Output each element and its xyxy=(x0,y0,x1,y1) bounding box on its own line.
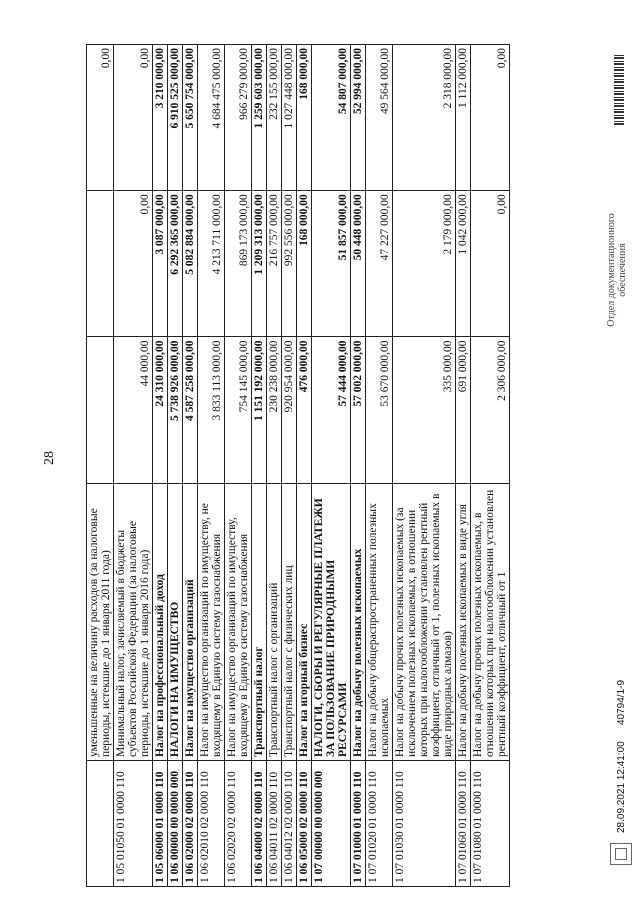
classification-code-cell: 1 06 02000 02 0000 110 xyxy=(183,760,198,886)
amount-year2-cell: 47 227 000,00 xyxy=(366,191,393,337)
revenue-name-cell: Транспортный налог с организаций xyxy=(267,483,282,760)
amount-year2-cell: 869 173 000,00 xyxy=(225,191,252,337)
amount-year1-cell: 3 833 113 000,00 xyxy=(198,337,225,483)
amount-year3-cell: 1 112 000,00 xyxy=(456,45,471,191)
revenue-name-cell: Налог на имущество организаций по имуществу, входящему в Единую систему газоснабжения xyxy=(225,483,252,760)
table-row xyxy=(366,45,393,887)
table-row xyxy=(456,45,471,887)
amount-year3-cell: 2 318 000,00 xyxy=(393,45,456,191)
revenue-name-cell: уменьшенные на величину расходов (за налоговые периоды, истекшие до 1 января 2011 года) xyxy=(87,483,114,760)
revenue-name-cell: Налог на добычу общераспространенных полезных ископаемых xyxy=(366,483,393,760)
amount-year2-cell: 6 292 365 000,00 xyxy=(168,191,183,337)
page-number: 28 xyxy=(42,451,57,465)
table-row xyxy=(351,45,366,887)
revenue-name-cell: Налог на имущество организаций xyxy=(183,483,198,760)
amount-year3-cell: 3 210 000,00 xyxy=(153,45,168,191)
amount-year1-cell: 4 587 258 000,00 xyxy=(183,337,198,483)
table-body xyxy=(87,45,510,887)
budget-revenue-table xyxy=(86,44,510,887)
classification-code-cell: 1 07 01030 01 0000 110 xyxy=(393,760,456,886)
revenue-name-cell: Налог на добычу прочих полезных ископаемых (за исключением полезных ископаемых, в отношении которых при налогообложении установлен рентный коэффициент, отличный от 1, полезных ископаемых в виде природных алмазов) xyxy=(393,483,456,760)
amount-year2-cell: 216 757 000,00 xyxy=(267,191,282,337)
amount-year1-cell: 57 444 000,00 xyxy=(312,337,351,483)
table-row xyxy=(297,45,312,887)
classification-code-cell: 1 05 06000 01 0000 110 xyxy=(153,760,168,886)
amount-year1-cell: 44 000,00 xyxy=(114,337,153,483)
classification-code-cell: 1 06 05000 02 0000 110 xyxy=(297,760,312,886)
amount-year1-cell: 5 738 926 000,00 xyxy=(168,337,183,483)
barcode-icon xyxy=(614,55,624,125)
table-row xyxy=(225,45,252,887)
revenue-name-cell: Налог на добычу полезных ископаемых в виде угля xyxy=(456,483,471,760)
qr-code-icon xyxy=(610,843,632,865)
classification-code-cell: 1 06 04000 02 0000 110 xyxy=(252,760,267,886)
amount-year2-cell: 1 209 313 000,00 xyxy=(252,191,267,337)
amount-year1-cell: 691 000,00 xyxy=(456,337,471,483)
table-row xyxy=(282,45,297,887)
table-row xyxy=(168,45,183,887)
amount-year2-cell: 4 213 711 000,00 xyxy=(198,191,225,337)
amount-year3-cell: 232 155 000,00 xyxy=(267,45,282,191)
amount-year1-cell: 476 000,00 xyxy=(297,337,312,483)
amount-year2-cell: 0,00 xyxy=(471,191,510,337)
classification-code-cell: 1 05 01050 01 0000 110 xyxy=(114,760,153,886)
amount-year3-cell: 0,00 xyxy=(87,45,114,191)
amount-year3-cell: 54 807 000,00 xyxy=(312,45,351,191)
table-row xyxy=(87,45,114,887)
table-row xyxy=(267,45,282,887)
classification-code-cell: 1 07 01000 01 0000 110 xyxy=(351,760,366,886)
amount-year1-cell xyxy=(87,337,114,483)
table-row xyxy=(471,45,510,887)
amount-year1-cell: 1 151 192 000,00 xyxy=(252,337,267,483)
revenue-name-cell: Налог на добычу прочих полезных ископаемых, в отношении которых при налогообложении установлен рентный коэффициент, отличный от 1 xyxy=(471,483,510,760)
amount-year1-cell: 920 954 000,00 xyxy=(282,337,297,483)
classification-code-cell: 1 07 01060 01 0000 110 xyxy=(456,760,471,886)
revenue-name-cell: Минимальный налог, зачисляемый в бюджеты субъектов Российской Федерации (за налоговые периоды, истекшие до 1 января 2016 года) xyxy=(114,483,153,760)
classification-code-cell xyxy=(87,760,114,886)
table-row xyxy=(252,45,267,887)
table-row xyxy=(114,45,153,887)
amount-year1-cell: 24 310 000,00 xyxy=(153,337,168,483)
amount-year3-cell: 1 027 448 000,00 xyxy=(282,45,297,191)
classification-code-cell: 1 06 02010 02 0000 110 xyxy=(198,760,225,886)
amount-year1-cell: 2 306 000,00 xyxy=(471,337,510,483)
amount-year3-cell: 4 684 475 000,00 xyxy=(198,45,225,191)
amount-year2-cell: 0,00 xyxy=(114,191,153,337)
amount-year2-cell: 51 857 000,00 xyxy=(312,191,351,337)
department-stamp: Отдел документационного обеспечения xyxy=(606,213,628,327)
page-footer xyxy=(606,45,636,865)
amount-year2-cell: 50 448 000,00 xyxy=(351,191,366,337)
table-row xyxy=(393,45,456,887)
amount-year2-cell: 168 000,00 xyxy=(297,191,312,337)
table-row xyxy=(153,45,168,887)
amount-year3-cell: 5 650 754 000,00 xyxy=(183,45,198,191)
classification-code-cell: 1 06 04012 02 0000 110 xyxy=(282,760,297,886)
revenue-name-cell: Транспортный налог с физических лиц xyxy=(282,483,297,760)
amount-year3-cell: 0,00 xyxy=(471,45,510,191)
classification-code-cell: 1 06 00000 00 0000 000 xyxy=(168,760,183,886)
amount-year3-cell: 0,00 xyxy=(114,45,153,191)
amount-year3-cell: 966 279 000,00 xyxy=(225,45,252,191)
revenue-name-cell: Налог на имущество организаций по имуществу, не входящему в Единую систему газоснабжения xyxy=(198,483,225,760)
revenue-name-cell: Налог на добычу полезных ископаемых xyxy=(351,483,366,760)
table-row xyxy=(312,45,351,887)
amount-year3-cell: 6 910 525 000,00 xyxy=(168,45,183,191)
document-code: 40794/1-9 xyxy=(616,679,627,725)
revenue-name-cell: Налог на профессиональный доход xyxy=(153,483,168,760)
amount-year1-cell: 53 670 000,00 xyxy=(366,337,393,483)
amount-year3-cell: 52 994 000,00 xyxy=(351,45,366,191)
amount-year3-cell: 1 259 603 000,00 xyxy=(252,45,267,191)
classification-code-cell: 1 06 02020 02 0000 110 xyxy=(225,760,252,886)
revenue-name-cell: Транспортный налог xyxy=(252,483,267,760)
table-row xyxy=(183,45,198,887)
amount-year1-cell: 754 145 000,00 xyxy=(225,337,252,483)
amount-year2-cell: 1 042 000,00 xyxy=(456,191,471,337)
revenue-name-cell: НАЛОГИ НА ИМУЩЕСТВО xyxy=(168,483,183,760)
classification-code-cell: 1 07 00000 00 0000 000 xyxy=(312,760,351,886)
revenue-name-cell: НАЛОГИ, СБОРЫ И РЕГУЛЯРНЫЕ ПЛАТЕЖИ ЗА ПОЛЬЗОВАНИЕ ПРИРОДНЫМИ РЕСУРСАМИ xyxy=(312,483,351,760)
table-row xyxy=(198,45,225,887)
amount-year2-cell: 3 087 000,00 xyxy=(153,191,168,337)
classification-code-cell: 1 06 04011 02 0000 110 xyxy=(267,760,282,886)
amount-year2-cell: 2 179 000,00 xyxy=(393,191,456,337)
revenue-name-cell: Налог на игорный бизнес xyxy=(297,483,312,760)
amount-year1-cell: 335 000,00 xyxy=(393,337,456,483)
registration-timestamp: 28.09.2021 12:41:00 xyxy=(616,741,627,833)
amount-year2-cell xyxy=(87,191,114,337)
amount-year1-cell: 57 002 000,00 xyxy=(351,337,366,483)
amount-year2-cell: 992 556 000,00 xyxy=(282,191,297,337)
amount-year1-cell: 230 238 000,00 xyxy=(267,337,282,483)
classification-code-cell: 1 07 01020 01 0000 110 xyxy=(366,760,393,886)
amount-year3-cell: 49 564 000,00 xyxy=(366,45,393,191)
amount-year2-cell: 5 082 884 000,00 xyxy=(183,191,198,337)
classification-code-cell: 1 07 01080 01 0000 110 xyxy=(471,760,510,886)
amount-year3-cell: 168 000,00 xyxy=(297,45,312,191)
